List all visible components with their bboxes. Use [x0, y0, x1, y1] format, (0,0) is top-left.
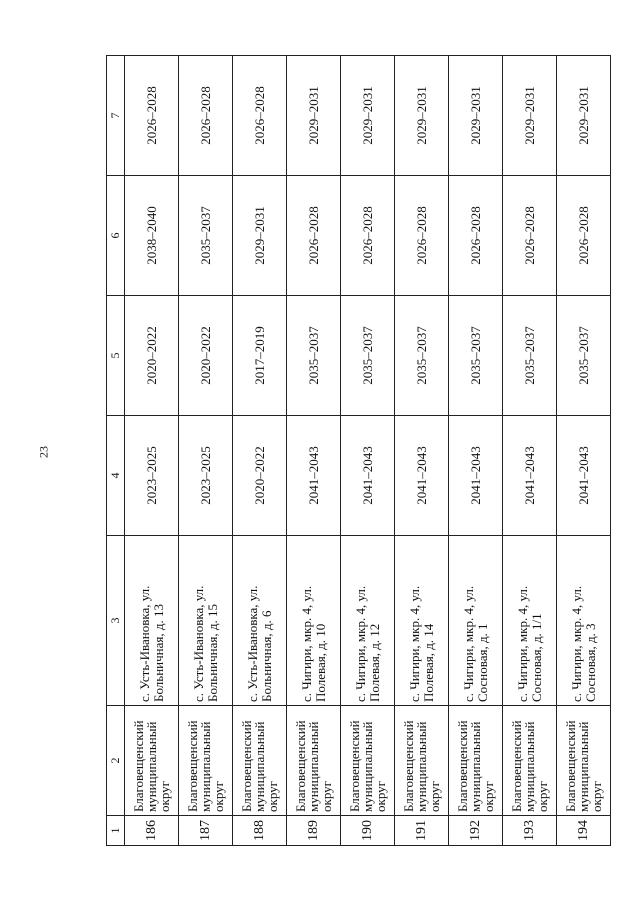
okrug-cell: Благовещенский муниципальный округ — [179, 706, 233, 816]
period-cell-5: 2035–2037 — [449, 296, 503, 416]
period-cell-6: 2029–2031 — [233, 176, 287, 296]
okrug-cell: Благовещенский муниципальный округ — [395, 706, 449, 816]
table-row — [503, 56, 557, 846]
row-number: 194 — [557, 816, 611, 846]
period-cell-7: 2029–2031 — [503, 56, 557, 176]
okrug-cell: Благовещенский муниципальный округ — [341, 706, 395, 816]
table-row — [395, 56, 449, 846]
period-cell-4: 2041–2043 — [395, 416, 449, 536]
period-cell-6: 2026–2028 — [449, 176, 503, 296]
address-cell: с. Чигири, мкр. 4, ул. Полевая, д. 14 — [395, 536, 449, 706]
table-container — [106, 56, 611, 846]
period-cell-4: 2041–2043 — [341, 416, 395, 536]
period-cell-5: 2035–2037 — [287, 296, 341, 416]
address-cell: с. Чигири, мкр. 4, ул. Сосновая, д. 3 — [557, 536, 611, 706]
period-cell-4: 2023–2025 — [179, 416, 233, 536]
period-cell-6: 2026–2028 — [395, 176, 449, 296]
address-cell: с. Усть-Ивановка, ул. Больничная, д. 15 — [179, 536, 233, 706]
okrug-cell: Благовещенский муниципальный округ — [233, 706, 287, 816]
okrug-cell: Благовещенский муниципальный округ — [557, 706, 611, 816]
okrug-cell: Благовещенский муниципальный округ — [125, 706, 179, 816]
period-cell-4: 2041–2043 — [557, 416, 611, 536]
period-cell-7: 2029–2031 — [341, 56, 395, 176]
period-cell-4: 2023–2025 — [125, 416, 179, 536]
period-cell-7: 2029–2031 — [395, 56, 449, 176]
row-number: 192 — [449, 816, 503, 846]
table-row — [557, 56, 611, 846]
row-number: 189 — [287, 816, 341, 846]
row-number: 193 — [503, 816, 557, 846]
period-cell-7: 2029–2031 — [557, 56, 611, 176]
column-number: 5 — [107, 296, 125, 416]
table-row — [449, 56, 503, 846]
address-cell: с. Чигири, мкр. 4, ул. Полевая, д. 10 — [287, 536, 341, 706]
period-cell-7: 2026–2028 — [233, 56, 287, 176]
column-number: 4 — [107, 416, 125, 536]
address-cell: с. Чигири, мкр. 4, ул. Сосновая, д. 1/1 — [503, 536, 557, 706]
column-number-row — [107, 56, 125, 846]
okrug-cell: Благовещенский муниципальный округ — [287, 706, 341, 816]
period-cell-4: 2041–2043 — [449, 416, 503, 536]
okrug-cell: Благовещенский муниципальный округ — [449, 706, 503, 816]
row-number: 186 — [125, 816, 179, 846]
period-cell-6: 2026–2028 — [341, 176, 395, 296]
table-row — [125, 56, 179, 846]
period-cell-5: 2035–2037 — [395, 296, 449, 416]
address-cell: с. Усть-Ивановка, ул. Больничная, д. 6 — [233, 536, 287, 706]
period-cell-7: 2026–2028 — [125, 56, 179, 176]
period-cell-6: 2026–2028 — [557, 176, 611, 296]
period-cell-5: 2035–2037 — [557, 296, 611, 416]
column-number: 1 — [107, 816, 125, 846]
period-cell-7: 2029–2031 — [449, 56, 503, 176]
table-row — [341, 56, 395, 846]
period-cell-6: 2035–2037 — [179, 176, 233, 296]
column-number: 2 — [107, 706, 125, 816]
period-cell-6: 2026–2028 — [287, 176, 341, 296]
row-number: 188 — [233, 816, 287, 846]
column-number: 7 — [107, 56, 125, 176]
period-cell-6: 2038–2040 — [125, 176, 179, 296]
table-row — [233, 56, 287, 846]
address-cell: с. Чигири, мкр. 4, ул. Полевая, д. 12 — [341, 536, 395, 706]
column-number: 3 — [107, 536, 125, 706]
table-row — [179, 56, 233, 846]
address-cell: с. Чигири, мкр. 4, ул. Сосновая, д. 1 — [449, 536, 503, 706]
period-cell-4: 2020–2022 — [233, 416, 287, 536]
table-row — [287, 56, 341, 846]
okrug-cell: Благовещенский муниципальный округ — [503, 706, 557, 816]
period-cell-5: 2035–2037 — [503, 296, 557, 416]
row-number: 190 — [341, 816, 395, 846]
period-cell-4: 2041–2043 — [503, 416, 557, 536]
column-number: 6 — [107, 176, 125, 296]
period-cell-5: 2020–2022 — [125, 296, 179, 416]
period-cell-5: 2020–2022 — [179, 296, 233, 416]
period-cell-7: 2026–2028 — [179, 56, 233, 176]
period-cell-6: 2026–2028 — [503, 176, 557, 296]
period-cell-5: 2035–2037 — [341, 296, 395, 416]
row-number: 187 — [179, 816, 233, 846]
period-cell-5: 2017–2019 — [233, 296, 287, 416]
page-number: 23 — [36, 446, 51, 458]
address-cell: с. Усть-Ивановка, ул. Больничная, д. 13 — [125, 536, 179, 706]
period-cell-7: 2029–2031 — [287, 56, 341, 176]
housing-schedule-table — [106, 55, 611, 846]
row-number: 191 — [395, 816, 449, 846]
period-cell-4: 2041–2043 — [287, 416, 341, 536]
